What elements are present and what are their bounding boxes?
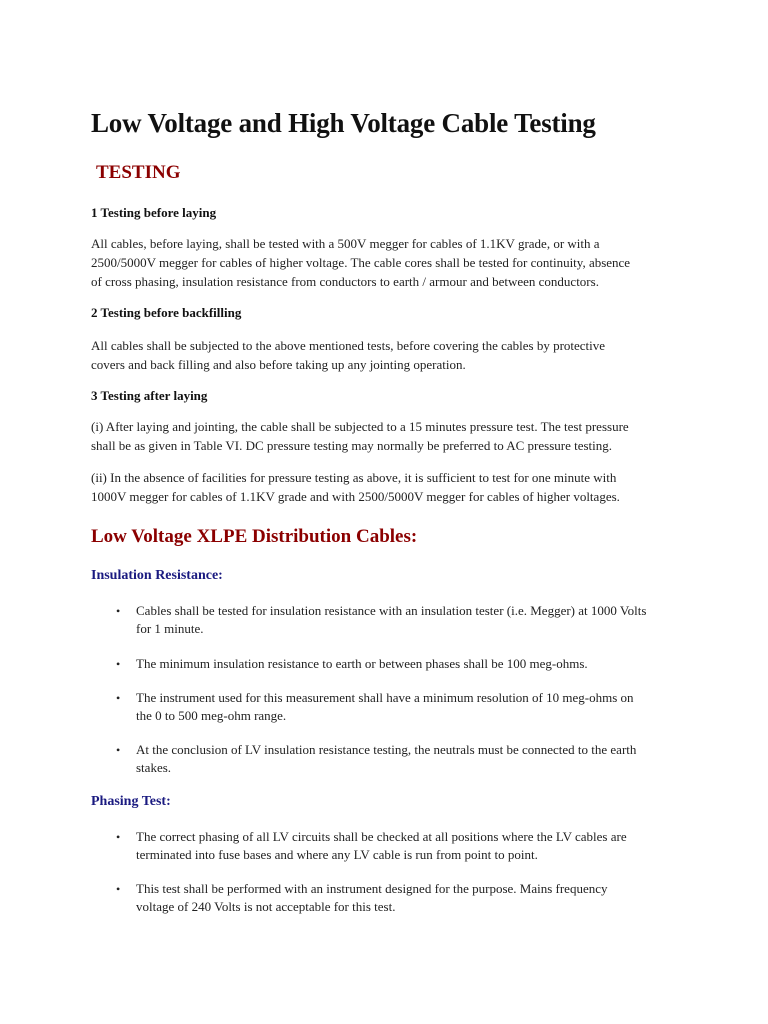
bullet-icon: • xyxy=(116,604,121,618)
paragraph-testing-after-laying-i xyxy=(91,417,681,455)
subsection-heading-3: 3 Testing after laying xyxy=(91,388,208,403)
list-item-line: the 0 to 500 meg-ohm range. xyxy=(136,708,287,723)
paragraph-testing-before-laying xyxy=(91,234,681,291)
page-title: Low Voltage and High Voltage Cable Testing xyxy=(91,108,596,138)
lv-xlpe-heading: Low Voltage XLPE Distribution Cables: xyxy=(91,526,418,547)
list-item-text xyxy=(136,880,681,916)
paragraph-line: covers and back filling and also before taking up any jointing operation. xyxy=(91,357,466,372)
list-item-text xyxy=(136,741,681,777)
list-item-line: The minimum insulation resistance to earth or between phases shall be 100 meg-ohms. xyxy=(136,656,588,671)
list-item-text xyxy=(136,602,681,638)
bullet-icon: • xyxy=(116,882,121,896)
paragraph-line: All cables, before laying, shall be tested with a 500V megger for cables of 1.1KV grade, or with a xyxy=(91,236,600,251)
list-item-text xyxy=(136,828,681,864)
subsection-heading-1: 1 Testing before laying xyxy=(91,205,217,220)
paragraph-testing-after-laying-ii xyxy=(91,468,681,506)
paragraph-line: shall be as given in Table VI. DC pressure testing may normally be preferred to AC pressure testing. xyxy=(91,438,613,453)
paragraph-line: (ii) In the absence of facilities for pressure testing as above, it is sufficient to test for one minute with xyxy=(91,470,617,485)
insulation-resistance-heading: Insulation Resistance: xyxy=(91,568,223,583)
list-item-line: for 1 minute. xyxy=(136,621,204,636)
paragraph-line: of cross phasing, insulation resistance from conductors to earth / armour and between conductors. xyxy=(91,274,599,289)
paragraph-line: (i) After laying and jointing, the cable shall be subjected to a 15 minutes pressure test. The test pressure xyxy=(91,419,629,434)
paragraph-line: 1000V megger for cables of 1.1KV grade and with 2500/5000V megger for cables of higher voltages. xyxy=(91,489,620,504)
paragraph-line: 2500/5000V megger for cables of higher voltage. The cable cores shall be tested for continuity, absence xyxy=(91,255,631,270)
bullet-icon: • xyxy=(116,657,121,671)
list-item-line: This test shall be performed with an instrument designed for the purpose. Mains frequency xyxy=(136,881,608,896)
paragraph-testing-before-backfilling xyxy=(91,336,681,374)
list-item-line: At the conclusion of LV insulation resistance testing, the neutrals must be connected to the earth xyxy=(136,742,637,757)
bullet-icon: • xyxy=(116,830,121,844)
bullet-icon: • xyxy=(116,691,121,705)
phasing-test-heading: Phasing Test: xyxy=(91,794,171,809)
list-item-line: Cables shall be tested for insulation resistance with an insulation tester (i.e. Megger) at 1000 Volts xyxy=(136,603,647,618)
section-heading-testing: TESTING xyxy=(96,162,181,183)
subsection-heading-2: 2 Testing before backfilling xyxy=(91,305,242,320)
bullet-icon: • xyxy=(116,743,121,757)
list-item-line: The instrument used for this measurement shall have a minimum resolution of 10 meg-ohms on xyxy=(136,690,634,705)
paragraph-line: All cables shall be subjected to the above mentioned tests, before covering the cables by protective xyxy=(91,338,606,353)
list-item-line: terminated into fuse bases and where any LV cable is run from point to point. xyxy=(136,847,538,862)
list-item-text xyxy=(136,689,681,725)
list-item-text xyxy=(136,655,681,673)
list-item-line: stakes. xyxy=(136,760,172,775)
list-item-line: The correct phasing of all LV circuits shall be checked at all positions where the LV cables are xyxy=(136,829,627,844)
list-item-line: voltage of 240 Volts is not acceptable for this test. xyxy=(136,899,396,914)
